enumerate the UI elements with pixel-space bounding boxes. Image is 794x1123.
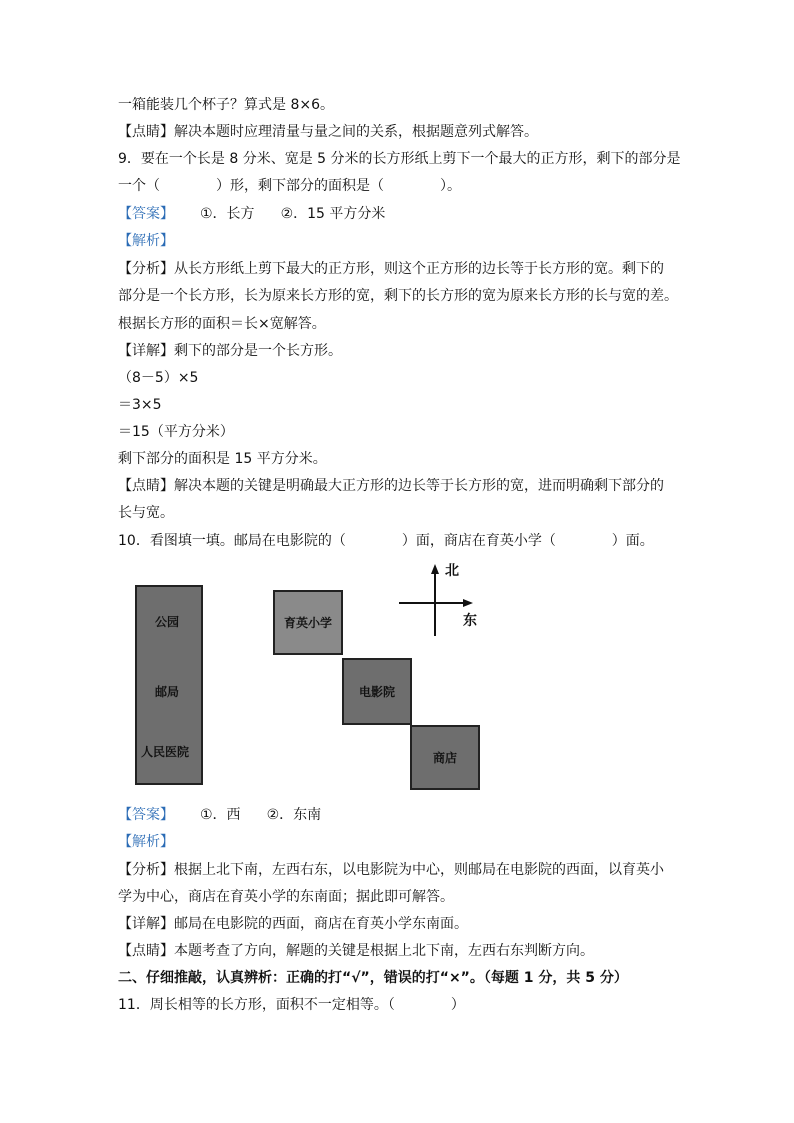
text-line: ＝3×5 — [118, 397, 162, 413]
text-line: 剩下部分的面积是 15 平方分米。 — [118, 451, 327, 467]
shop-block — [410, 725, 480, 790]
text-line: 【点睛】本题考查了方向，解题的关键是根据上北下南，左西右东判断方向。 — [118, 943, 594, 959]
question-9: 9．要在一个长是 8 分米、宽是 5 分米的长方形纸上剪下一个最大的正方形，剩下的部分是 — [118, 151, 681, 167]
text-line: ＝15（平方分米） — [118, 424, 234, 440]
answer-1: ①．西 — [200, 807, 241, 823]
text-line: 【分析】根据上北下南，左西右东，以电影院为中心，则邮局在电影院的西面，以育英小 — [118, 862, 664, 878]
text-line: 【详解】剩下的部分是一个长方形。 — [118, 343, 342, 359]
text-line: 一个（ ）形，剩下部分的面积是（ ）。 — [118, 178, 461, 194]
park-label: 公园 — [155, 615, 180, 629]
text-line: 一箱能装几个杯子？算式是 8×6。 — [118, 97, 334, 113]
shop-label: 商店 — [432, 751, 457, 765]
school-label: 育英小学 — [283, 616, 332, 630]
answer-line — [118, 205, 385, 223]
answer-line — [118, 806, 321, 824]
hospital-label: 人民医院 — [141, 745, 190, 759]
text-line: 学为中心，商店在育英小学的东南面；据此即可解答。 — [118, 889, 454, 905]
section-heading: 二、仔细推敲，认真辨析：正确的打“√”，错误的打“×”。（每题 1 分，共 5 分） — [118, 970, 628, 986]
text-line: （8－5）×5 — [118, 370, 199, 386]
text-line: 根据长方形的面积＝长×宽解答。 — [118, 316, 326, 332]
school-block — [273, 590, 343, 655]
answer-2: ②．东南 — [266, 807, 322, 823]
north-label: 北 — [445, 563, 459, 579]
answer-2: ②．15 平方分米 — [280, 206, 386, 222]
analysis-label: 【解析】 — [118, 233, 174, 249]
text-line: 部分是一个长方形，长为原来长方形的宽，剩下的长方形的宽为原来长方形的长与宽的差。 — [118, 288, 678, 304]
question-11: 11．周长相等的长方形，面积不一定相等。（ ） — [118, 997, 465, 1013]
text-line: 【详解】邮局在电影院的西面，商店在育英小学东南面。 — [118, 916, 468, 932]
park-street-block — [135, 585, 203, 785]
answer-label: 【答案】 — [118, 807, 174, 823]
post-office-label: 邮局 — [155, 685, 180, 699]
text-line: 【分析】从长方形纸上剪下最大的正方形，则这个正方形的边长等于长方形的宽。剩下的 — [118, 261, 664, 277]
question-10: 10．看图填一填。邮局在电影院的（ ）面，商店在育英小学（ ）面。 — [118, 533, 654, 549]
text-line: 长与宽。 — [118, 505, 174, 521]
analysis-label: 【解析】 — [118, 834, 174, 850]
answer-1: ①．长方 — [200, 206, 255, 222]
text-line: 【点睛】解决本题的关键是明确最大正方形的边长等于长方形的宽，进而明确剩下部分的 — [118, 478, 664, 494]
cinema-label: 电影院 — [358, 685, 395, 699]
answer-label: 【答案】 — [118, 206, 174, 222]
cinema-block — [342, 658, 412, 725]
east-label: 东 — [463, 613, 477, 629]
text-line: 【点睛】解决本题时应理清量与量之间的关系，根据题意列式解答。 — [118, 124, 538, 140]
